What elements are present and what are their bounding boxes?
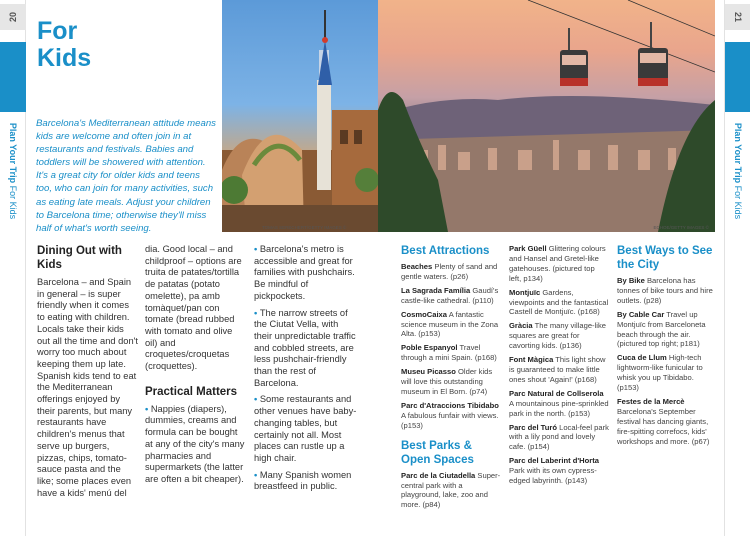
parks-heading: Best Parks & Open Spaces <box>401 439 474 466</box>
photo-credit-right: ECHOE/GETTY IMAGES © <box>653 225 709 230</box>
list-item: Cuca de Llum High-tech lightworm-like funicular to whisk you up Tibidabo. (p153) <box>617 353 703 393</box>
photo-park-guell <box>222 0 378 232</box>
bullet-icon: • <box>254 394 260 405</box>
cable-car-illustration <box>378 0 715 232</box>
practical-heading: Practical Matters <box>145 385 238 398</box>
dining-heading: Dining Out with Kids <box>37 245 122 271</box>
list-item: Parc del Laberint d'Horta Park with its own cypress-edged labyrinth. (p143) <box>509 456 599 486</box>
list-item: Poble Espanyol Travel through a mini Spain. (p168) <box>401 343 497 363</box>
column-practical-cont <box>254 244 357 493</box>
column-ways <box>617 244 715 451</box>
spine-label-left: Plan Your Trip For Kids <box>8 122 18 220</box>
right-spine <box>724 0 750 536</box>
practical-bullet-1: • Nappies (diapers), dummies, creams and formula can be bought at any of the city's many pharmacies and supermarkets (the latter are often a bit cheaper). <box>145 403 245 484</box>
list-item: Parc del Turó Local-feel park with a lily pond and lovely cafe. (p154) <box>509 422 609 452</box>
dining-text-1: Barcelona – and Spain in general – is super friendly when it comes to eating with children. Locals take their kids out all the time and don't worry too much about keeping them up late. Spanish kids tend to eat the Mediterranean offerings enjoyed by their parents, but many restaurants have children's menus that serve up burgers, pizzas, chips, tomato-sauce pasta and the like; some places even have a kids' menú del <box>37 277 139 498</box>
list-item: Parc d'Atraccions Tibidabo A fabulous funfair with views. (p153) <box>401 400 499 430</box>
practical-bullet-5: • Many Spanish women breastfeed in public. <box>254 469 352 492</box>
spine-color-block <box>725 42 750 112</box>
list-item: Beaches Plenty of sand and gentle waters. (p26) <box>401 262 498 281</box>
page-number-left: 20 <box>0 4 26 30</box>
photo-credit-left: TOMAS SERECHERT/GETTY IMAGES © <box>262 225 347 230</box>
list-item: Festes de la Mercè Barcelona's September festival has dancing giants, fire-spitting correfocs, kids' workshops and more. (p67) <box>617 396 710 446</box>
column-parks <box>509 244 609 490</box>
practical-bullet-4: • Some restaurants and other venues have baby-changing tables, but certainly not all. Most places can rustle up a high chair. <box>254 394 357 463</box>
list-item: Museu Picasso Older kids will love this outstanding museum in El Born. (p74) <box>401 367 493 396</box>
list-item: Park Güell Glittering colours and Hansel and Gretel-like gatehouses. (pictured top left, p134) <box>509 244 606 283</box>
list-item: La Sagrada Família Gaudí's castle-like cathedral. (p110) <box>401 285 499 305</box>
attractions-heading: Best Attractions <box>401 245 490 257</box>
list-item: Montjuïc Gardens, viewpoints and the fantastical Castell de Montjuïc. (p168) <box>509 287 609 317</box>
intro-text: Barcelona's Mediterranean attitude means kids are welcome and often join in at restaurants and festivals. Babies and toddlers will be showered with attention. It's a great city for older kids and teens too, who can join for many activities, such as eating late meals. Adjust your children to Barcelona time; otherwise they'll miss half of what's worth seeing. <box>36 118 216 234</box>
list-item: Parc de la Ciutadella Super-central park with a playground, lake, zoo and more. (p84) <box>401 470 501 510</box>
practical-bullet-2: • Barcelona's metro is accessible and great for families with pushchairs. Be mindful of pickpockets. <box>254 244 355 301</box>
list-item: Font Màgica This light show is guaranteed to make little ones shout 'Again!' (p168) <box>509 355 606 384</box>
bullet-icon: • <box>145 403 151 414</box>
page-number-right: 21 <box>725 4 750 30</box>
column-practical <box>145 244 247 486</box>
ways-heading: Best Ways to See the City <box>617 245 713 271</box>
dining-text-2: dia. Good local – and childproof – options are truita de patates/tortilla de patatas (potato omelette), pa amb tomàquet/pan con tomate (bread rubbed with tomato and olive oil) and croquetes/croquetas (croquettes). <box>145 244 242 372</box>
list-item: Gràcia The many village-like squares are great for cavorting kids. (p136) <box>509 321 606 351</box>
bullet-icon: • <box>254 307 260 318</box>
list-item: Parc Natural de Collserola A mountainous pine-sprinkled park in the north. (p153) <box>509 388 609 418</box>
photo-cable-car <box>378 0 715 232</box>
spine-label-right: Plan Your Trip For Kids <box>733 122 743 220</box>
park-guell-illustration <box>222 0 378 232</box>
page-title: For Kids <box>37 17 92 72</box>
practical-bullet-3: • The narrow streets of the Ciutat Vella, with their unpredictable traffic and cobbled streets, are less pushchair-friendly than the rest of Barcelona. <box>254 307 356 388</box>
left-spine <box>0 0 26 536</box>
list-item: By Cable Car Travel up Montjuïc from Barceloneta beach through the air. (pictured top right; p181) <box>617 309 706 349</box>
column-attractions <box>401 244 503 514</box>
spine-color-block <box>0 42 26 112</box>
list-item: By Bike Barcelona has tonnes of bike tours and hire outlets. (p28) <box>617 276 713 305</box>
list-item: CosmoCaixa A fantastic science museum in the Zona Alta. (p153) <box>401 309 499 339</box>
bullet-icon: • <box>254 469 260 480</box>
column-dining <box>37 244 139 499</box>
bullet-icon: • <box>254 244 260 254</box>
